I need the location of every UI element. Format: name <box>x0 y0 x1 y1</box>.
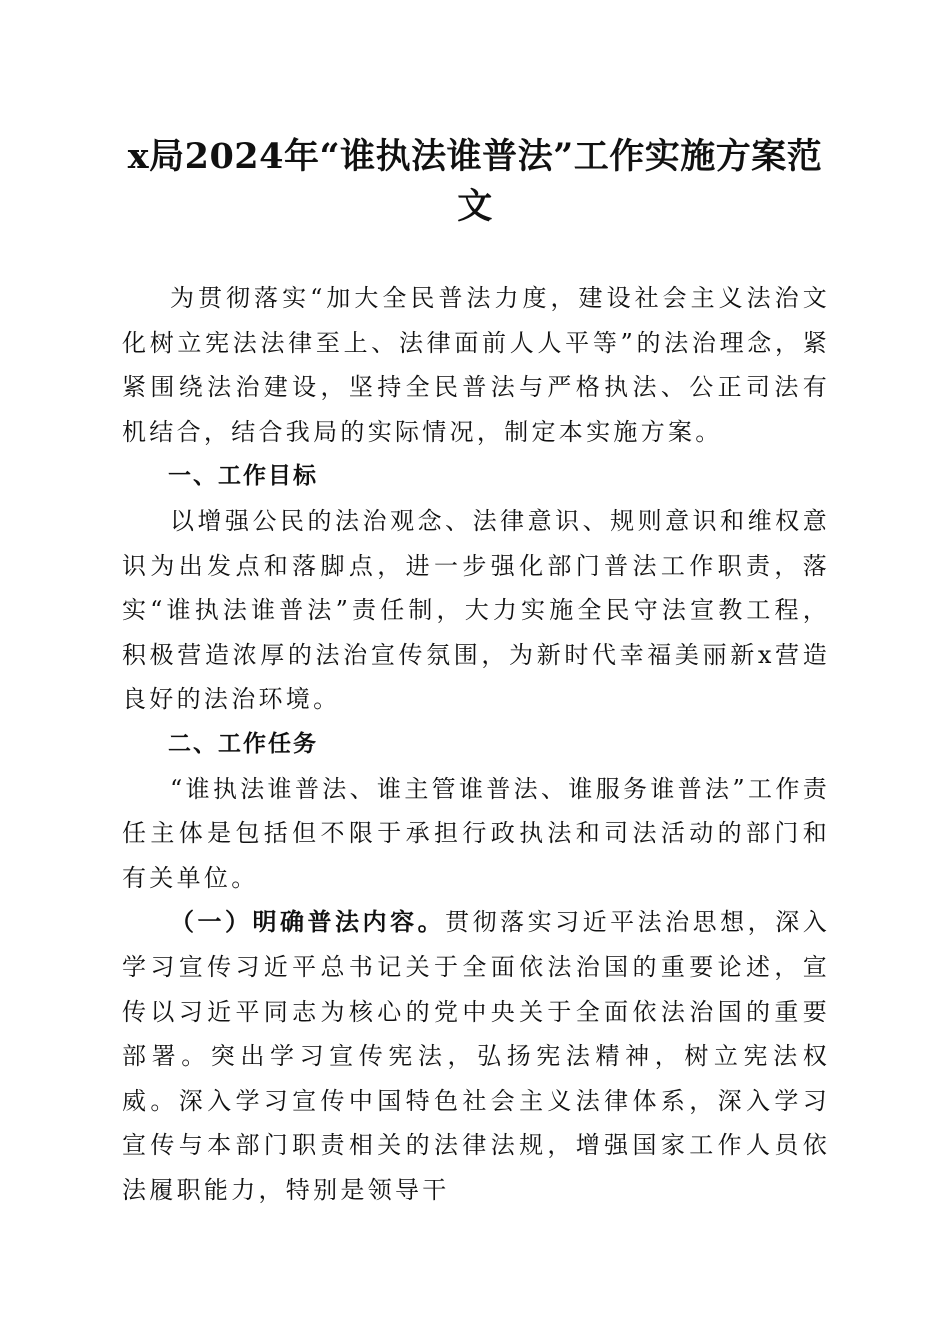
document-title: x局2024年“谁执法谁普法”工作实施方案范文 <box>127 136 823 227</box>
task-1-paragraph <box>122 900 830 1212</box>
task-1-label: （一）明确普法内容。 <box>170 907 446 937</box>
task-1-text: 贯彻落实习近平法治思想，深入学习宣传习近平总书记关于全面依法治国的重要论述，宣传以习近平同志为核心的党中央关于全面依法治国的重要部署。突出学习宣传宪法，弘扬宪法精神，树立宪法权威。深入学习宣传中国特色社会主义法律体系，深入学习宣传与本部门职责相关的法律法规，增强国家工作人员依法履职能力，特别是领导干 <box>122 908 831 1204</box>
section-heading-goals: 一、工作目标 <box>168 463 318 490</box>
document-body <box>122 276 830 1212</box>
section-heading-tasks: 二、工作任务 <box>168 730 318 757</box>
tasks-paragraph: “谁执法谁普法、谁主管谁普法、谁服务谁普法”工作责任主体是包括但不限于承担行政执法和司法活动的部门和有关单位。 <box>122 774 830 892</box>
intro-paragraph: 为贯彻落实“加大全民普法力度，建设社会主义法治文化树立宪法法律至上、法律面前人人平等”的法治理念，紧紧围绕法治建设，坚持全民普法与严格执法、公正司法有机结合，结合我局的实际情况，制定本实施方案。 <box>122 284 830 446</box>
goals-paragraph: 以增强公民的法治观念、法律意识、规则意识和维权意识为出发点和落脚点，进一步强化部门普法工作职责，落实“谁执法谁普法”责任制，大力实施全民守法宣教工程，积极营造浓厚的法治宣传氛围，为新时代幸福美丽新x营造良好的法治环境。 <box>122 506 830 714</box>
